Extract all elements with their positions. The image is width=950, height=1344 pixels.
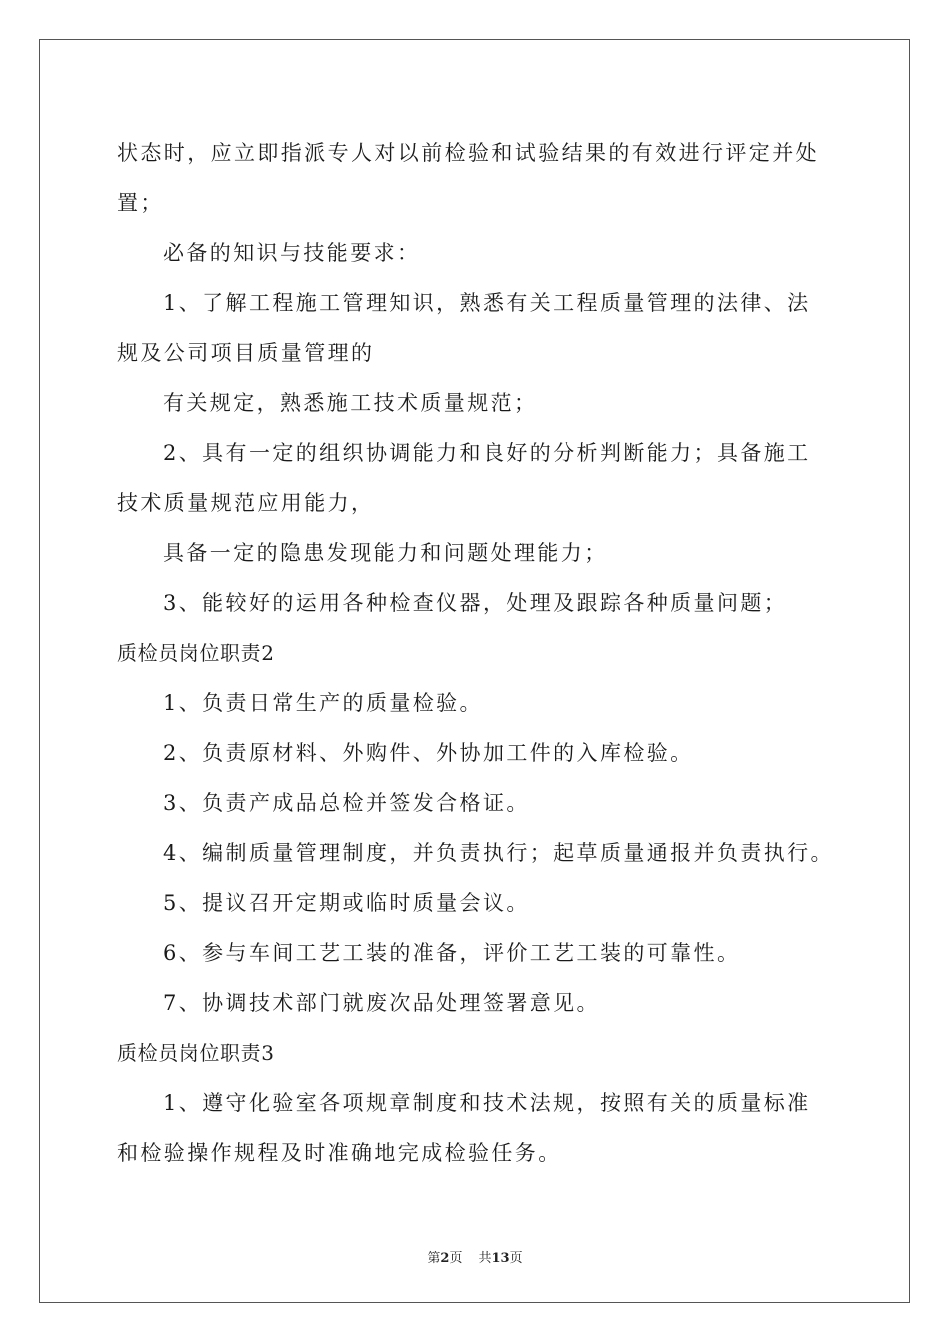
- text-line-3: 必备的知识与技能要求：: [163, 241, 421, 265]
- section-heading-2: 质检员岗位职责2: [117, 641, 275, 665]
- text-line-20: 1、遵守化验室各项规章制度和技术法规，按照有关的质量标准: [163, 1091, 811, 1115]
- total-suffix: 页: [509, 1251, 523, 1266]
- page-prefix: 第: [427, 1251, 441, 1266]
- text-line-8: 技术质量规范应用能力，: [117, 491, 375, 515]
- page-current: 2: [440, 1251, 450, 1266]
- text-line-7: 2、具有一定的组织协调能力和良好的分析判断能力；具备施工: [163, 441, 811, 465]
- text-line-5: 规及公司项目质量管理的: [117, 341, 375, 365]
- text-line-21: 和检验操作规程及时准确地完成检验任务。: [117, 1141, 562, 1165]
- text-line-2: 置；: [117, 191, 164, 215]
- text-line-13: 2、负责原材料、外购件、外协加工件的入库检验。: [163, 741, 694, 765]
- text-line-18: 7、协调技术部门就废次品处理签署意见。: [163, 991, 600, 1015]
- text-line-15: 4、编制质量管理制度，并负责执行；起草质量通报并负责执行。: [163, 841, 834, 865]
- text-line-17: 6、参与车间工艺工装的准备，评价工艺工装的可靠性。: [163, 941, 741, 965]
- page-suffix: 页: [449, 1251, 463, 1266]
- text-line-14: 3、负责产成品总检并签发合格证。: [163, 791, 530, 815]
- text-line-9: 具备一定的隐患发现能力和问题处理能力；: [163, 541, 608, 565]
- text-line-10: 3、能较好的运用各种检查仪器，处理及跟踪各种质量问题；: [163, 591, 788, 615]
- document-body: [117, 128, 835, 1178]
- text-line-12: 1、负责日常生产的质量检验。: [163, 691, 483, 715]
- page-total: 13: [491, 1251, 510, 1266]
- total-prefix: 共: [478, 1251, 492, 1266]
- section-heading-3: 质检员岗位职责3: [117, 1041, 275, 1065]
- text-line-1: 状态时，应立即指派专人对以前检验和试验结果的有效进行评定并处: [117, 141, 819, 165]
- text-line-6: 有关规定，熟悉施工技术质量规范；: [163, 391, 538, 415]
- page-footer: [0, 1247, 950, 1266]
- text-line-16: 5、提议召开定期或临时质量会议。: [163, 891, 530, 915]
- text-line-4: 1、了解工程施工管理知识，熟悉有关工程质量管理的法律、法: [163, 291, 811, 315]
